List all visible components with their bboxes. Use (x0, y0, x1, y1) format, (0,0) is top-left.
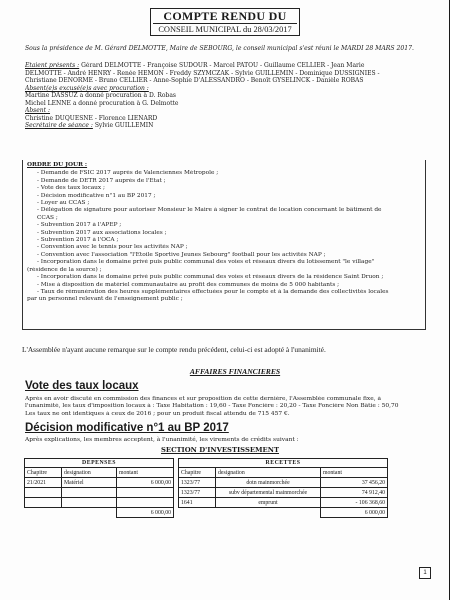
intro-paragraph: Sous la présidence de M. Gérard DELMOTTE, Maire de SEBOURG, le conseil municipal s'est réuni le MARDI 28 MARS 2017. (25, 45, 414, 52)
title-box (150, 8, 300, 36)
ordre-item: - Convention avec le tennis pour les activités NAP ; (37, 244, 188, 251)
col-header: Chapitre (25, 468, 62, 478)
section-title: AFFAIRES FINANCIERES (189, 367, 281, 376)
presents-label: Etaient présents : (25, 62, 80, 69)
vote-line: Après en avoir discuté en commission des finances et sur proposition de cette dernière, l'Assemblée communale fixe, à (25, 396, 381, 402)
page-number: 1 (419, 567, 431, 579)
table-cell (117, 488, 174, 498)
ordre-item: - Subvention 2017 à l'APEP ; (37, 222, 122, 229)
table-cell: 1323/77 (179, 478, 216, 488)
ordre-du-jour (27, 162, 425, 304)
excuses-label: Absent(e)s excusé(e)s avec procuration : (25, 84, 149, 92)
ordre-item: - Délégation de signature pour autoriser Monsieur le Maire à signer le contrat de location concernant le bâtiment de (37, 207, 382, 214)
table-cell: 74 912,40 (321, 488, 388, 498)
ordre-item: CCAS ; (37, 214, 58, 221)
decision-heading: Décision modificative n°1 au BP 2017 (25, 422, 229, 434)
table-row (179, 488, 388, 498)
table-cell: 21/2021 (25, 478, 62, 488)
table-cell: subv départemental mainmorchée (216, 488, 321, 498)
section-investissement: SECTION D'INVESTISSEMENT (160, 446, 280, 454)
depenses-table (24, 458, 174, 518)
table-cell (25, 488, 62, 498)
depenses-total: 6 000,00 (117, 508, 174, 518)
absent-label: Absent : (25, 107, 51, 114)
table-row (179, 478, 388, 488)
vote-line: Les taux ne ont identiques à ceux de 2016 ; pour un produit fiscal attendu de 715 457 €. (25, 410, 290, 417)
depenses-title: DEPENSES (25, 459, 174, 468)
col-header: Chapitre (179, 468, 216, 478)
total-row (179, 508, 388, 518)
vote-taux-text (25, 396, 425, 418)
attendance-block (25, 62, 425, 130)
table-cell: 1323/77 (179, 488, 216, 498)
total-row (25, 508, 174, 518)
table-cell (117, 498, 174, 508)
excuses-line: Michel LENNE a donné procuration à G. Delmotte (25, 99, 179, 107)
table-row (25, 488, 174, 498)
table-cell: emprunt (216, 498, 321, 508)
col-header: designation (216, 468, 321, 478)
decision-text: Après explications, les membres acceptent, à l'unanimité, les virements de crédits suivant : (25, 437, 299, 443)
ordre-item: - Décision modificative n°1 au BP 2017 ; (37, 192, 156, 199)
ordre-item: - Demande de FSIC 2017 auprès de Valenciennes Métropole ; (37, 170, 219, 177)
vote-line: l'unanimité, les taux d'imposition locaux à : Taxe Habitation : 19,60 - Taxe Foncière : 20,20 - Taxe Foncière Non Bâtie : 50,70 (25, 403, 399, 410)
vote-taux-heading: Vote des taux locaux (25, 380, 139, 392)
recettes-table (178, 458, 388, 518)
ordre-item: - Subvention 2017 à l'OCA ; (37, 237, 119, 244)
table-cell: Matériel (62, 478, 117, 488)
table-cell: 6 000,00 (117, 478, 174, 488)
ordre-item: - Incorporation dans le domaine privé puis public communal des voies et réseaux divers du lotissement "le village" (37, 259, 375, 266)
table-cell: dotn mainmorchée (216, 478, 321, 488)
table-row (25, 498, 174, 508)
table-cell: 37 456,20 (321, 478, 388, 488)
ordre-item: - Loyer au CCAS ; (37, 200, 90, 207)
secretary-text: Sylvie GUILLEMIN (94, 122, 154, 129)
recettes-title: RECETTES (179, 459, 388, 468)
presents-line: Gérard DELMOTTE - Françoise SUDOUR - Marcel PATOU - Guillaume CELLIER - Jean Marie (81, 62, 365, 69)
col-header: montant (117, 468, 174, 478)
adoption-statement: L'Assemblée n'ayant aucune remarque sur le compte rendu précédent, celui-ci est adopté à l'unanimité. (22, 345, 326, 354)
ordre-item: - Taux de rémunération des heures supplémentaires effectuées pour le compte et à la demande des collectivités locales (37, 288, 389, 295)
ordre-item: - Convention avec l'association "l'Etoile Sportive Jeunes Sebourg" football pour les activités NAP ; (37, 251, 326, 258)
secretary-label: Secrétaire de séance : (25, 122, 93, 129)
recettes-total: 6 000,00 (321, 508, 388, 518)
table-cell: 1641 (179, 498, 216, 508)
ordre-item: - Incorporation dans le domaine privé puis public communal des voies et réseaux divers de la résidence Saint Druon ; (37, 274, 384, 281)
col-header: designation (62, 468, 117, 478)
page-title: COMPTE RENDU DU (163, 9, 287, 23)
presents-line: Christiane DENORME - Bruno CELLIER - Anne-Sophie D'ALESSANDRO - Benoît GYSELINCK - Danièle ROBAS (25, 77, 364, 84)
ordre-item: - Demande de DETR 2017 auprès de l'Etat ; (37, 177, 166, 184)
ordre-item: - Vote des taux locaux ; (37, 185, 105, 192)
ordre-item: par un personnel relevant de l'enseignement public ; (27, 296, 183, 303)
ordre-title: ORDRE DU JOUR : (27, 162, 88, 168)
col-header: montant (321, 468, 388, 478)
table-cell (62, 488, 117, 498)
ordre-item: - Mise à disposition de matériel communautaire au profit des communes de moins de 5 000 habitants ; (37, 281, 340, 288)
table-cell (25, 498, 62, 508)
table-row (25, 478, 174, 488)
ordre-item: - Subvention 2017 aux associations locales ; (37, 229, 167, 236)
excuses-line: Martine DASSUZ a donné procuration à D. Robas (25, 92, 176, 99)
table-row (179, 498, 388, 508)
page-subtitle: CONSEIL MUNICIPAL du 28/03/2017 (153, 23, 297, 35)
table-cell (62, 498, 117, 508)
ordre-item: (résidence de la source) ; (27, 266, 102, 273)
presents-line: DELMOTTE - André HENRY - Renée HEMON - Freddy SZYMCZAK - Sylvie GUILLEMIN - Dominique DUSSIGNIES - (25, 69, 380, 77)
table-cell: - 106 368,60 (321, 498, 388, 508)
absent-text: Christine DUQUESNE - Florence LIENARD (25, 114, 158, 122)
